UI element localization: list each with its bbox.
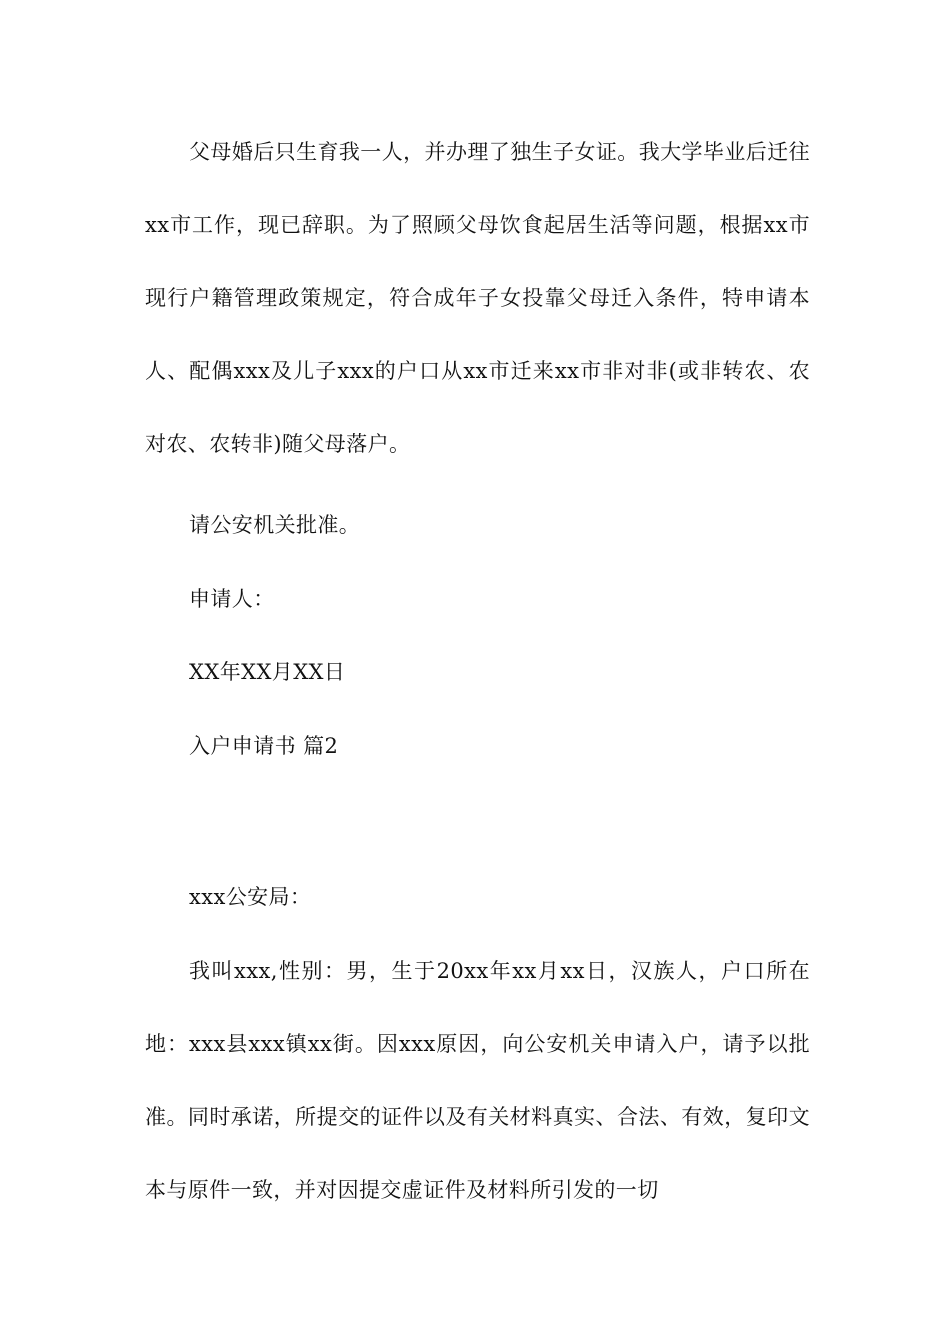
applicant-label: 申请人： bbox=[189, 587, 275, 611]
section-heading: 入户申请书 篇2 bbox=[189, 734, 339, 758]
addressee-line: xxx公安局： bbox=[189, 885, 312, 909]
approval-request-line: 请公安机关批准。 bbox=[189, 513, 361, 537]
body-paragraph-household-reason: 父母婚后只生育我一人，并办理了独生子女证。我大学毕业后迁往xx市工作，现已辞职。为了照顾父母饮食起居生活等问题，根据xx市现行户籍管理政策规定，符合成年子女投靠父母迁入条件，特申请本人、配偶xxx及儿子xxx的户口从xx市迁来xx市非对非(或非转农、农对农、农转非)随父母落户。 bbox=[145, 140, 810, 456]
body-paragraph-applicant-info: 我叫xxx,性别：男，生于20xx年xx月xx日，汉族人，户口所在地：xxx县xxx镇xx街。因xxx原因，向公安机关申请入户，请予以批准。同时承诺，所提交的证件以及有关材料真实、合法、有效，复印文本与原件一致，并对因提交虚证件及材料所引发的一切 bbox=[145, 959, 810, 1202]
date-line: XX年XX月XX日 bbox=[189, 660, 346, 684]
